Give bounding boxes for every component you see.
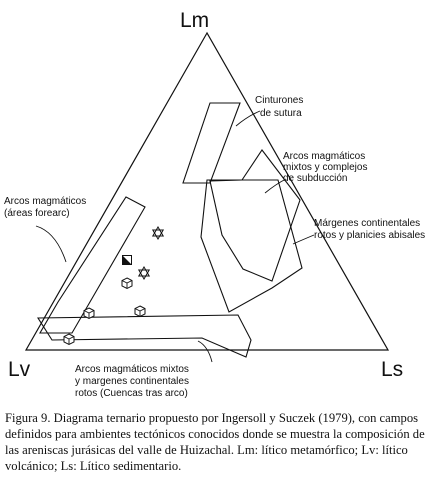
field-label-backarc: Arcos magmáticos mixtos y margenes continentales rotos (Cuencas tras arco)	[75, 364, 189, 399]
field-label-subduction: Arcos magmáticos mixtos y complejos de subducción	[283, 151, 368, 184]
sample-marker-cube-1	[122, 278, 132, 289]
sample-marker-cube-2	[84, 308, 94, 319]
ternary-triangle	[26, 33, 388, 350]
sample-marker-star-2	[139, 267, 149, 279]
leader-backarc	[198, 341, 212, 362]
sample-marker-star-1	[153, 227, 163, 239]
field-continental-margins	[201, 180, 302, 312]
field-label-forearc: Arcos magmáticos (áreas forearc)	[4, 196, 87, 219]
vertex-label-lm: Lm	[180, 9, 210, 32]
sample-marker-cube-4	[64, 334, 74, 345]
leader-forearc	[36, 226, 66, 262]
sample-marker-half-square	[123, 256, 132, 265]
leader-continental	[293, 235, 314, 244]
sample-marker-cube-3	[135, 306, 145, 317]
field-suture-belts	[183, 103, 240, 183]
figure-caption: Figura 9. Diagrama ternario propuesto por Ingersoll y Suczek (1979), con campos definidos para ambientes tectónicos conocidos donde se muestra la composición de las areniscas jurásicas del valle de Huizachal. Lm: lítico metamórfico; Lv: lítico volcánico; Ls: Lítico sedimentario.	[5, 411, 425, 473]
field-label-continental: Márgenes continentales rotos y planicies abisales	[314, 218, 426, 241]
field-label-suture: Cinturones de sutura	[255, 95, 304, 119]
vertex-label-ls: Ls	[381, 358, 404, 381]
vertex-label-lv: Lv	[8, 358, 31, 381]
